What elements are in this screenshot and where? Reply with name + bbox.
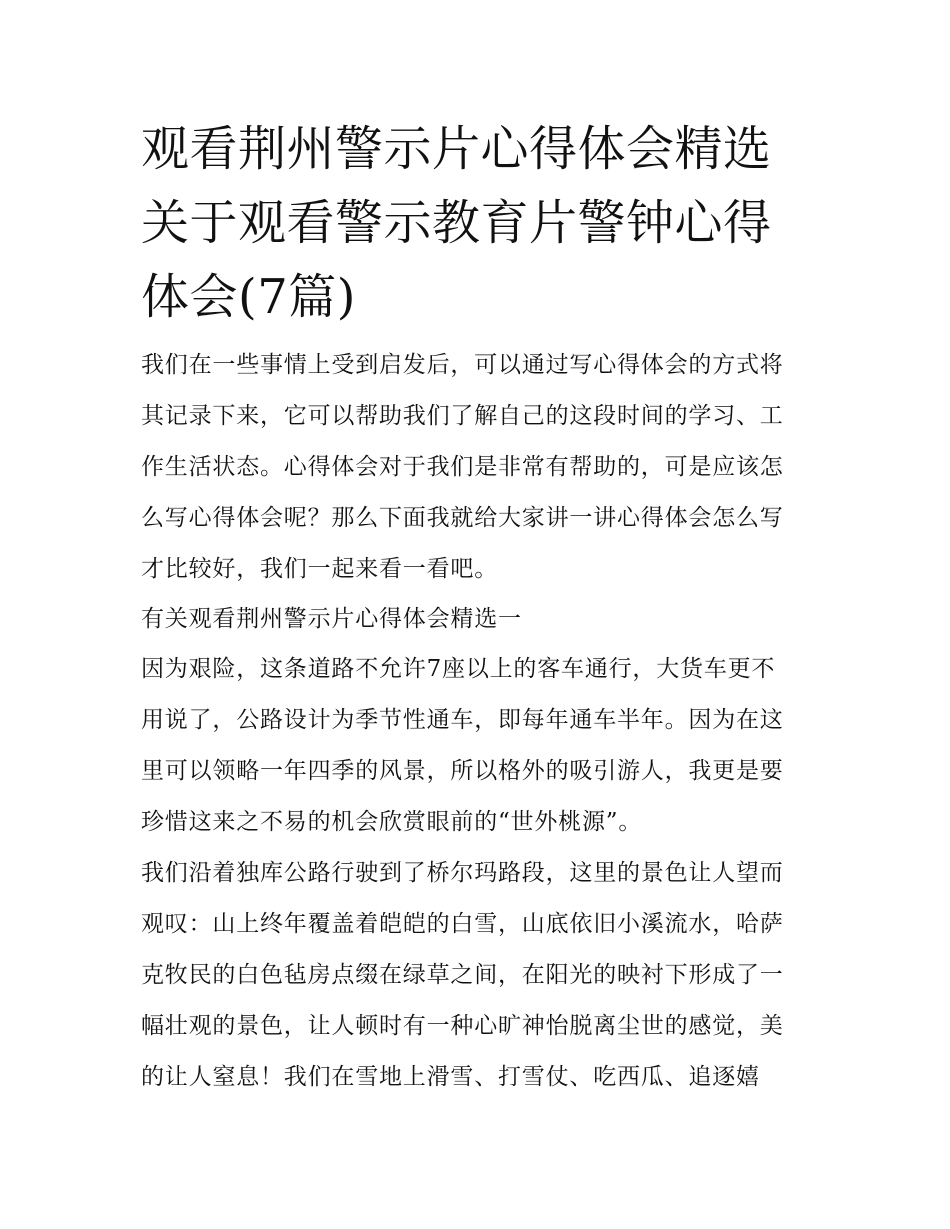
para1-line-3: 里可以领略一年四季的风景，所以格外的吸引游人，我更是要 bbox=[141, 758, 784, 784]
intro-line-4: 么写心得体会呢？那么下面我就给大家讲一讲心得体会怎么写 bbox=[141, 505, 784, 531]
document-title bbox=[141, 112, 811, 334]
para2-line-4: 幅壮观的景色，让人顿时有一种心旷神怡脱离尘世的感觉，美 bbox=[141, 1013, 784, 1039]
para1-line-4: 珍惜这来之不易的机会欣赏眼前的“世外桃源”。 bbox=[141, 809, 643, 835]
para2-line-2: 观叹：山上终年覆盖着皑皑的白雪，山底依旧小溪流水，哈萨 bbox=[141, 911, 784, 937]
intro-line-5: 才比较好，我们一起来看一看吧。 bbox=[141, 556, 498, 582]
intro-line-3: 作生活状态。心得体会对于我们是非常有帮助的，可是应该怎 bbox=[141, 454, 784, 480]
para1-line-1: 因为艰险，这条道路不允许7座以上的客车通行，大货车更不 bbox=[141, 656, 776, 682]
title-line-1: 观看荆州警示片心得体会精选 bbox=[141, 121, 772, 177]
para2-line-3: 克牧民的白色毡房点缀在绿草之间，在阳光的映衬下形成了一 bbox=[141, 962, 784, 988]
section-heading bbox=[141, 595, 811, 644]
para2-line-5: 的让人窒息！我们在雪地上滑雪、打雪仗、吃西瓜、追逐嬉 bbox=[141, 1064, 760, 1090]
paragraph-1 bbox=[141, 644, 811, 848]
intro-line-2: 其记录下来，它可以帮助我们了解自己的这段时间的学习、工 bbox=[141, 403, 784, 429]
title-line-3: 体会(7篇) bbox=[141, 269, 356, 325]
paragraph-2 bbox=[141, 848, 811, 1103]
title-line-2: 关于观看警示教育片警钟心得 bbox=[141, 195, 772, 251]
section-heading-text: 有关观看荆州警示片心得体会精选一 bbox=[141, 606, 522, 632]
document-page bbox=[141, 112, 811, 1103]
intro-paragraph bbox=[141, 340, 811, 595]
intro-line-1: 我们在一些事情上受到启发后，可以通过写心得体会的方式将 bbox=[141, 352, 784, 378]
para1-line-2: 用说了，公路设计为季节性通车，即每年通车半年。因为在这 bbox=[141, 707, 784, 733]
para2-line-1: 我们沿着独库公路行驶到了桥尔玛路段，这里的景色让人望而 bbox=[141, 860, 784, 886]
